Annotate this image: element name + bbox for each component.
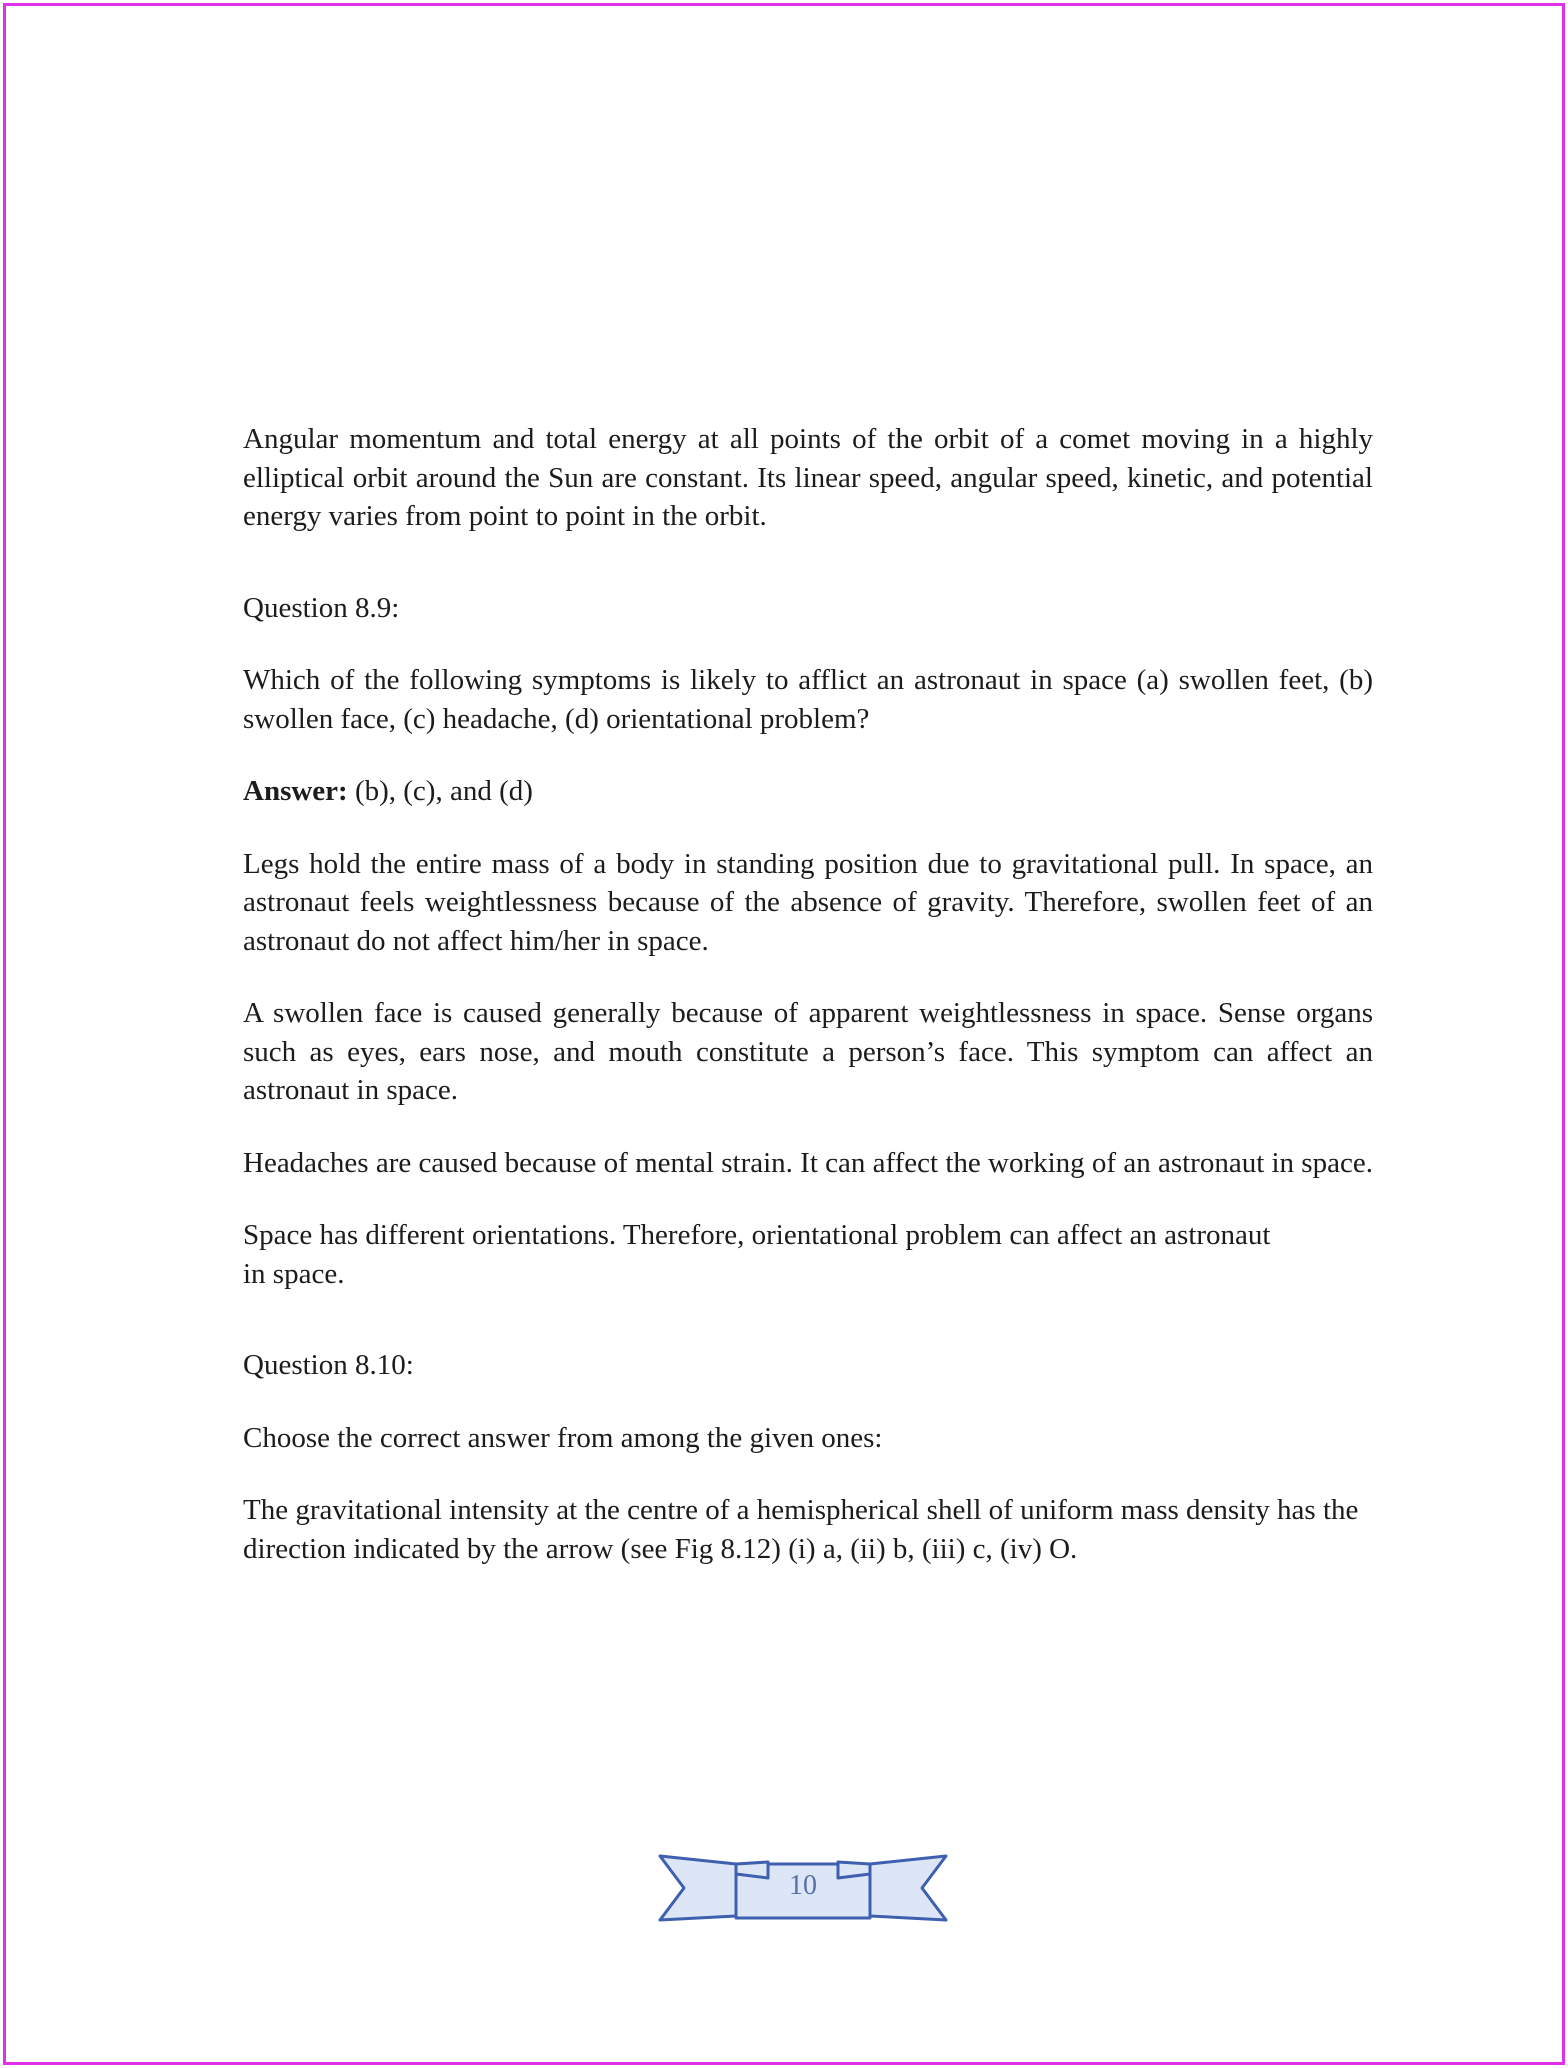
document-body <box>243 420 1373 1568</box>
intro-paragraph: Angular momentum and total energy at all points of the orbit of a comet moving in a highly elliptical orbit around the Sun are constant. Its linear speed, angular speed, kinetic, and potential energy varies from point to point in the orbit. <box>243 423 1373 532</box>
answer-line <box>243 772 1373 811</box>
explanation-swollen-feet: Legs hold the entire mass of a body in standing position due to gravitational pull. In space, an astronaut feels weightlessness because of the absence of gravity. Therefore, swollen feet of an astronaut do not affect him/her in space. <box>243 847 1373 957</box>
explanation-headache: Headaches are caused because of mental strain. It can affect the working of an astronaut in space. <box>243 1146 1373 1179</box>
question-8-10-heading: Question 8.10: <box>243 1349 414 1381</box>
question-8-9-text: Which of the following symptoms is likely to afflict an astronaut in space (a) swollen feet, (b) swollen face, (c) headache, (d) orientational problem? <box>243 664 1373 735</box>
page-number: 10 <box>789 1870 817 1901</box>
page-footer <box>658 1850 948 1925</box>
answer-label: Answer: <box>243 775 348 807</box>
explanation-orientation: Space has different orientations. Therefore, orientational problem can affect an astronaut in space. <box>243 1219 1271 1290</box>
answer-value: (b), (c), and (d) <box>347 775 533 807</box>
question-8-10-text: The gravitational intensity at the centre of a hemispherical shell of uniform mass density has the direction indicated by the arrow (see Fig 8.12) (i) a, (ii) b, (iii) c, (iv) O. <box>243 1494 1359 1565</box>
question-8-9-heading: Question 8.9: <box>243 591 400 624</box>
question-8-10-instruction: Choose the correct answer from among the given ones: <box>243 1421 883 1454</box>
explanation-swollen-face: A swollen face is caused generally because of apparent weightlessness in space. Sense organs such as eyes, ears nose, and mouth constitute a person’s face. This symptom can affect an astronaut in space. <box>243 997 1373 1106</box>
